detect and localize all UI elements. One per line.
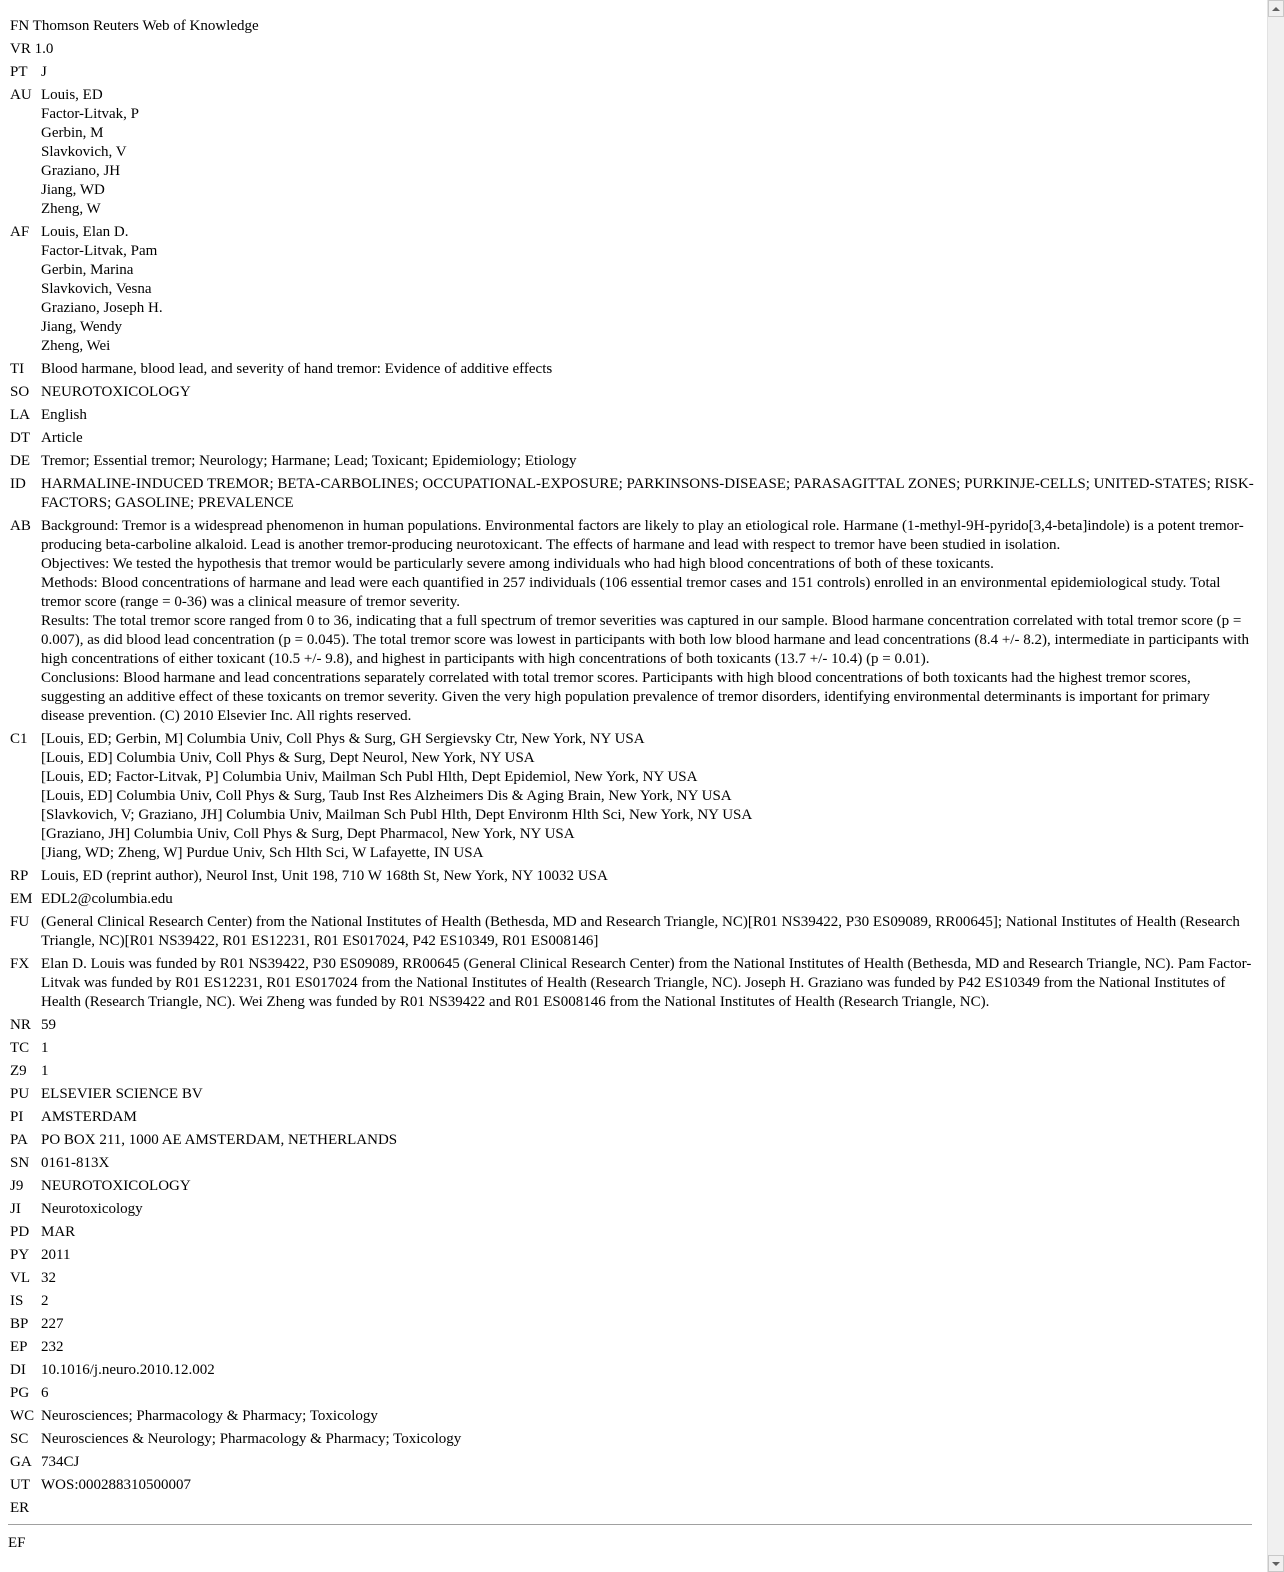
field-tag: WC [10, 1408, 35, 1424]
field-values [41, 867, 1255, 886]
arrow-up-icon [1272, 7, 1280, 11]
field-values [41, 452, 1255, 471]
field-values [41, 1039, 1255, 1058]
field-values [41, 383, 1255, 402]
field-ut [10, 1476, 1255, 1495]
field-value: Objectives: We tested the hypothesis that tremor would be particularly severe among individuals who had high blood concentrations of both of these toxicants. [41, 556, 994, 572]
field-value: 734CJ [41, 1454, 80, 1470]
field-value: Factor-Litvak, Pam [41, 243, 158, 259]
field-values [41, 360, 1255, 379]
field-tag: RP [10, 868, 29, 884]
field-c1 [10, 730, 1255, 863]
field-py [10, 1246, 1255, 1265]
field-tag: J9 [10, 1178, 24, 1194]
field-la [10, 406, 1255, 425]
field-value: Slavkovich, Vesna [41, 281, 152, 297]
field-tag: DE [10, 453, 30, 469]
field-value: WOS:000288310500007 [41, 1477, 191, 1493]
field-value: Methods: Blood concentrations of harmane and lead were each quantified in 257 individuals (106 essential tremor cases and 151 controls) enrolled in an environmental epidemiological study. Total tremor score (range = 0-36) was a clinical measure of tremor severity. [41, 575, 1221, 610]
field-di [10, 1361, 1255, 1380]
field-value: HARMALINE-INDUCED TREMOR; BETA-CARBOLINES; OCCUPATIONAL-EXPOSURE; PARKINSONS-DISEASE; PARASAGITTAL ZONES; PURKINJE-CELLS; UNITED-STATES; RISK-FACTORS; GASOLINE; PREVALENCE [41, 476, 1254, 511]
field-tag: GA [10, 1454, 32, 1470]
field-tag: JI [10, 1201, 21, 1217]
field-value: (General Clinical Research Center) from the National Institutes of Health (Bethesda, MD and Research Triangle, NC)[R01 NS39422, P30 ES09089, RR00645]; National Institutes of Health (Research Triangle, NC)[R01 NS39422, R01 ES12231, R01 ES017024, P42 ES10349, R01 ES008146] [41, 914, 1240, 949]
field-tag: PT [10, 64, 28, 80]
field-values [41, 955, 1255, 1012]
field-values [41, 517, 1255, 726]
field-value: Louis, ED [41, 87, 103, 103]
field-tag: AB [10, 518, 31, 534]
field-value: MAR [41, 1224, 76, 1240]
field-value: Blood harmane, blood lead, and severity of hand tremor: Evidence of additive effects [41, 361, 553, 377]
record-fields [10, 63, 1255, 1518]
field-wc [10, 1407, 1255, 1426]
field-values [41, 1177, 1255, 1196]
field-value: NEUROTOXICOLOGY [41, 384, 191, 400]
field-value: Gerbin, M [41, 125, 104, 141]
field-ab [10, 517, 1255, 726]
field-rp [10, 867, 1255, 886]
scroll-down-button[interactable] [1268, 1555, 1284, 1572]
field-tag: LA [10, 407, 30, 423]
field-au [10, 86, 1255, 219]
field-er [10, 1499, 1255, 1518]
field-value: Graziano, Joseph H. [41, 300, 163, 316]
field-tag: AU [10, 87, 32, 103]
field-bp [10, 1315, 1255, 1334]
field-value: Neurotoxicology [41, 1201, 143, 1217]
field-value: Louis, Elan D. [41, 224, 129, 240]
field-value: 32 [41, 1270, 56, 1286]
field-pi [10, 1108, 1255, 1127]
field-value: Tremor; Essential tremor; Neurology; Harmane; Lead; Toxicant; Epidemiology; Etiology [41, 453, 577, 469]
field-tag: ER [10, 1500, 30, 1516]
field-j9 [10, 1177, 1255, 1196]
field-value: AMSTERDAM [41, 1109, 137, 1125]
field-value: Slavkovich, V [41, 144, 127, 160]
field-value: 2011 [41, 1247, 71, 1263]
field-so [10, 383, 1255, 402]
field-pu [10, 1085, 1255, 1104]
field-values [41, 1361, 1255, 1380]
field-value: [Slavkovich, V; Graziano, JH] Columbia Univ, Mailman Sch Publ Hlth, Dept Environm Hlth Sci, New York, NY USA [41, 807, 753, 823]
field-tag: SO [10, 384, 30, 400]
field-tag: PD [10, 1224, 30, 1240]
field-fu [10, 913, 1255, 951]
field-values [41, 1223, 1255, 1242]
field-value: Zheng, W [41, 201, 101, 217]
vertical-scrollbar[interactable] [1267, 0, 1284, 1572]
field-value: Article [41, 430, 83, 446]
field-pg [10, 1384, 1255, 1403]
field-tag: FX [10, 956, 30, 972]
field-fx [10, 955, 1255, 1012]
field-values [41, 890, 1255, 909]
field-values [41, 1246, 1255, 1265]
field-tag: BP [10, 1316, 29, 1332]
field-value: [Graziano, JH] Columbia Univ, Coll Phys & Surg, Dept Pharmacol, New York, NY USA [41, 826, 575, 842]
field-value: 0161-813X [41, 1155, 110, 1171]
field-pd [10, 1223, 1255, 1242]
field-tag: DT [10, 430, 30, 446]
field-value: ELSEVIER SCIENCE BV [41, 1086, 203, 1102]
field-sn [10, 1154, 1255, 1173]
field-values [41, 1154, 1255, 1173]
field-em [10, 890, 1255, 909]
field-tag: VL [10, 1270, 30, 1286]
version-line: VR 1.0 [10, 41, 54, 57]
field-values [41, 86, 1255, 219]
field-value: Factor-Litvak, P [41, 106, 140, 122]
field-ga [10, 1453, 1255, 1472]
field-pt [10, 63, 1255, 82]
arrow-down-icon [1272, 1562, 1280, 1566]
field-tag: TC [10, 1040, 30, 1056]
field-value: 59 [41, 1017, 56, 1033]
field-tag: TI [10, 361, 25, 377]
field-values [41, 1476, 1255, 1495]
field-z9 [10, 1062, 1255, 1081]
field-tag: SC [10, 1431, 29, 1447]
field-value: Neurosciences & Neurology; Pharmacology & Pharmacy; Toxicology [41, 1431, 462, 1447]
field-values [41, 1384, 1255, 1403]
field-tag: NR [10, 1017, 31, 1033]
field-value: Conclusions: Blood harmane and lead concentrations separately correlated with total tremor scores. Participants with high blood concentrations of both toxicants had the highest tremor scores, suggesting an additive effect of these toxicants on tremor severity. Given the very high population prevalence of tremor disorders, identifying environmental determinants is important for primary disease prevention. (C) 2010 Elsevier Inc. All rights reserved. [41, 670, 1210, 724]
field-value: 227 [41, 1316, 64, 1332]
field-values [41, 1430, 1255, 1449]
field-tag: FU [10, 914, 30, 930]
field-de [10, 452, 1255, 471]
field-values [41, 730, 1255, 863]
field-values [41, 1453, 1255, 1472]
field-tag: DI [10, 1362, 26, 1378]
field-values [41, 63, 1255, 82]
field-value: 6 [41, 1385, 49, 1401]
end-of-file-line: EF [8, 1535, 26, 1551]
field-values [41, 1292, 1255, 1311]
field-tag: UT [10, 1477, 30, 1493]
field-is [10, 1292, 1255, 1311]
field-ti [10, 360, 1255, 379]
field-tag: Z9 [10, 1063, 27, 1079]
field-ep [10, 1338, 1255, 1357]
file-format-line: FN Thomson Reuters Web of Knowledge [10, 18, 259, 34]
field-values [41, 1108, 1255, 1127]
field-value: 2 [41, 1293, 49, 1309]
field-value: Background: Tremor is a widespread phenomenon in human populations. Environmental factors are likely to play an etiological role. Harmane (1-methyl-9H-pyrido[3,4-beta]indole) is a potent tremor-producing beta-carboline alkaloid. Lead is another tremor-producing neurotoxicant. The effects of harmane and lead with respect to tremor have been studied in isolation. [41, 518, 1244, 553]
field-values [41, 406, 1255, 425]
field-tc [10, 1039, 1255, 1058]
field-vl [10, 1269, 1255, 1288]
field-value: Louis, ED (reprint author), Neurol Inst, Unit 198, 710 W 168th St, New York, NY 10032 USA [41, 868, 608, 884]
field-values [41, 1338, 1255, 1357]
field-values [41, 1016, 1255, 1035]
field-value: NEUROTOXICOLOGY [41, 1178, 191, 1194]
field-value: 1 [41, 1063, 49, 1079]
field-value: PO BOX 211, 1000 AE AMSTERDAM, NETHERLANDS [41, 1132, 398, 1148]
field-values [41, 223, 1255, 356]
field-values [41, 1407, 1255, 1426]
field-value: English [41, 407, 87, 423]
field-nr [10, 1016, 1255, 1035]
field-tag: IS [10, 1293, 24, 1309]
field-value: [Louis, ED] Columbia Univ, Coll Phys & Surg, Taub Inst Res Alzheimers Dis & Aging Brain, New York, NY USA [41, 788, 732, 804]
field-values [41, 429, 1255, 448]
field-value: Jiang, WD [41, 182, 105, 198]
field-value: Elan D. Louis was funded by R01 NS39422, P30 ES09089, RR00645 (General Clinical Research Center) from the National Institutes of Health (Bethesda, MD and Research Triangle, NC). Pam Factor-Litvak was funded by R01 ES12231, R01 ES017024 from the National Institutes of Health (Research Triangle, NC). Joseph H. Graziano was funded by P42 ES10349 from the National Institutes of Health (Research Triangle, NC). Wei Zheng was funded by R01 NS39422 and R01 ES008146 from the National Institutes of Health (Research Triangle, NC). [41, 956, 1252, 1010]
field-value: EDL2@columbia.edu [41, 891, 173, 907]
field-value: [Louis, ED; Factor-Litvak, P] Columbia Univ, Mailman Sch Publ Hlth, Dept Epidemiol, New York, NY USA [41, 769, 698, 785]
field-value: Jiang, Wendy [41, 319, 123, 335]
field-values [41, 1315, 1255, 1334]
field-values [41, 1269, 1255, 1288]
field-value: 232 [41, 1339, 64, 1355]
field-value: Gerbin, Marina [41, 262, 134, 278]
scroll-up-button[interactable] [1268, 0, 1284, 17]
field-value: [Louis, ED; Gerbin, M] Columbia Univ, Coll Phys & Surg, GH Sergievsky Ctr, New York, NY USA [41, 731, 645, 747]
record-document [10, 17, 1255, 1522]
end-separator [8, 1524, 1252, 1525]
field-value: 10.1016/j.neuro.2010.12.002 [41, 1362, 215, 1378]
field-pa [10, 1131, 1255, 1150]
field-value: [Jiang, WD; Zheng, W] Purdue Univ, Sch Hlth Sci, W Lafayette, IN USA [41, 845, 484, 861]
field-values [41, 475, 1255, 513]
field-id [10, 475, 1255, 513]
field-ji [10, 1200, 1255, 1219]
field-values [41, 913, 1255, 951]
field-values [41, 1085, 1255, 1104]
field-tag: PG [10, 1385, 30, 1401]
field-values [41, 1062, 1255, 1081]
field-value: Results: The total tremor score ranged from 0 to 36, indicating that a full spectrum of tremor severities was captured in our sample. Blood harmane concentration correlated with total tremor score (p = 0.007), as did blood lead concentration (p = 0.045). The total tremor score was lowest in participants with both low blood harmane and lead concentrations (8.4 +/- 8.2), intermediate in participants with high concentrations of either toxicant (10.5 +/- 9.8), and highest in participants with high concentrations of both toxicants (13.7 +/- 10.4) (p = 0.01). [41, 613, 1249, 667]
field-tag: C1 [10, 731, 28, 747]
field-tag: PA [10, 1132, 28, 1148]
field-tag: EP [10, 1339, 28, 1355]
field-af [10, 223, 1255, 356]
field-tag: PY [10, 1247, 30, 1263]
field-tag: AF [10, 224, 30, 240]
field-dt [10, 429, 1255, 448]
field-value: Zheng, Wei [41, 338, 111, 354]
field-value: [Louis, ED] Columbia Univ, Coll Phys & Surg, Dept Neurol, New York, NY USA [41, 750, 535, 766]
field-tag: SN [10, 1155, 30, 1171]
field-sc [10, 1430, 1255, 1449]
field-values [41, 1200, 1255, 1219]
field-value: 1 [41, 1040, 49, 1056]
field-tag: EM [10, 891, 33, 907]
field-tag: ID [10, 476, 26, 492]
field-tag: PI [10, 1109, 24, 1125]
field-value: J [41, 64, 47, 80]
field-value: Graziano, JH [41, 163, 121, 179]
field-tag: PU [10, 1086, 30, 1102]
field-values [41, 1131, 1255, 1150]
field-value: Neurosciences; Pharmacology & Pharmacy; Toxicology [41, 1408, 378, 1424]
